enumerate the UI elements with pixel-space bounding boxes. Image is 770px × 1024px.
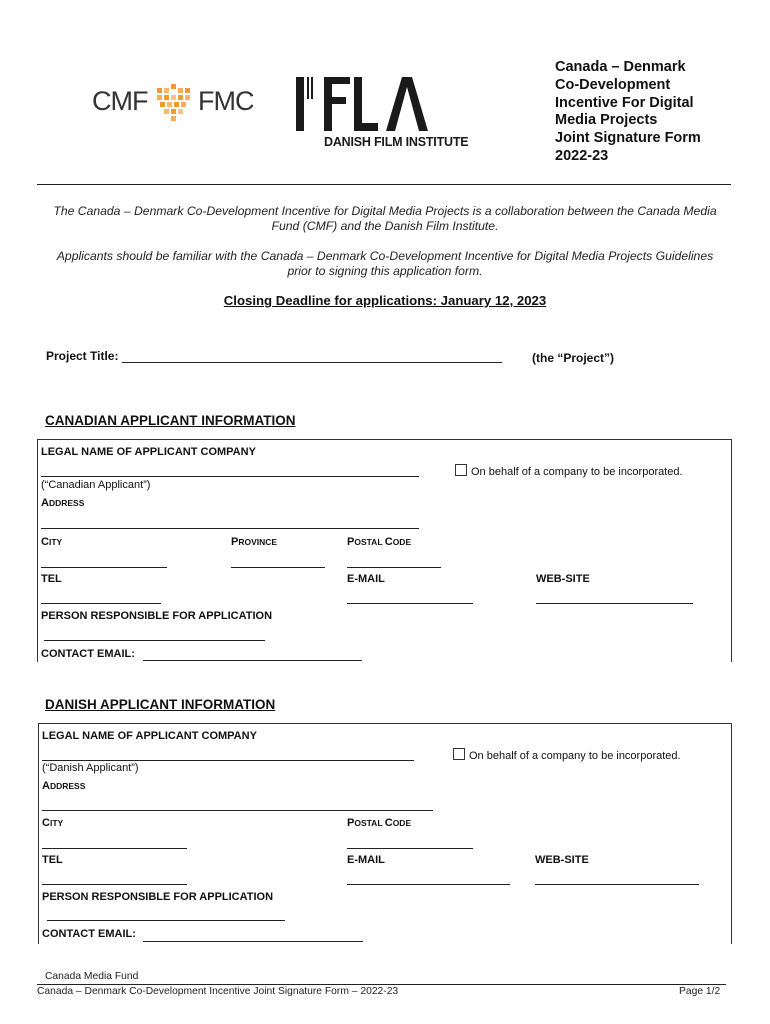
danish-person-label: PERSON RESPONSIBLE FOR APPLICATION: [42, 891, 274, 903]
canadian-website-label: WEB-SITE: [536, 573, 590, 585]
danish-city-field[interactable]: [42, 848, 187, 849]
canadian-address-field[interactable]: [41, 528, 419, 529]
canadian-person-label: PERSON RESPONSIBLE FOR APPLICATION: [41, 610, 273, 622]
footer-org: Canada Media Fund: [45, 971, 139, 982]
form-title-line: Joint Signature Form: [555, 130, 701, 147]
canadian-city-field[interactable]: [41, 567, 167, 568]
danish-postal-label: POSTAL CODE: [347, 817, 412, 829]
cmf-logo-left-text: CMF: [92, 86, 148, 116]
danish-email-field[interactable]: [347, 884, 510, 885]
danish-legal-name-label: LEGAL NAME OF APPLICANT COMPANY: [42, 730, 257, 742]
canadian-incorporate-checkbox[interactable]: [455, 464, 467, 476]
danish-tel-label: TEL: [42, 854, 63, 866]
canadian-province-field[interactable]: [231, 567, 325, 568]
form-title-line: Incentive For Digital: [555, 94, 694, 111]
danish-legal-name-field[interactable]: [42, 760, 414, 761]
canadian-contact-email-field[interactable]: [143, 660, 362, 661]
canadian-email-field[interactable]: [347, 603, 473, 604]
form-title-line: 2022-23: [555, 147, 609, 164]
dfi-logo-name: DANISH FILM INSTITUTE: [324, 135, 469, 149]
intro-paragraph-2: Applicants should be familiar with the Canada – Denmark Co-Development Incentive for Digital Media Projects Guidelines prior to signing this application form.: [56, 249, 714, 278]
canadian-section-title: CANADIAN APPLICANT INFORMATION: [45, 413, 296, 428]
canadian-tel-field[interactable]: [41, 603, 161, 604]
canadian-email-label: E-MAIL: [347, 573, 385, 585]
danish-postal-field[interactable]: [347, 848, 473, 849]
danish-website-label: WEB-SITE: [535, 854, 589, 866]
danish-contact-email-label: CONTACT EMAIL:: [42, 928, 136, 940]
canadian-legal-name-label: LEGAL NAME OF APPLICANT COMPANY: [41, 446, 256, 458]
canadian-address-label: ADDRESS: [41, 497, 85, 509]
canadian-tel-label: TEL: [41, 573, 62, 585]
header-divider: [37, 184, 731, 185]
footer-page-number: Page 1/2: [679, 986, 721, 997]
canadian-applicant-caption: (“Canadian Applicant”): [41, 479, 151, 491]
project-title-field[interactable]: [122, 362, 502, 363]
danish-city-label: CITY: [42, 817, 64, 829]
dfi-logo-mark: [296, 73, 436, 131]
cmf-logo-right-text: FMC: [198, 86, 254, 116]
canadian-incorporate-option[interactable]: [455, 464, 683, 478]
danish-section-title: DANISH APPLICANT INFORMATION: [45, 697, 276, 712]
canadian-postal-label: POSTAL CODE: [347, 536, 412, 548]
danish-incorporate-option[interactable]: [453, 748, 681, 762]
danish-applicant-caption: (“Danish Applicant”): [42, 762, 139, 774]
canadian-person-field[interactable]: [44, 640, 265, 641]
footer-document-name: Canada – Denmark Co-Development Incentive Joint Signature Form – 2022-23: [37, 986, 399, 997]
cmf-logo-mark: [155, 82, 195, 122]
form-title: [555, 59, 755, 166]
danish-address-label: ADDRESS: [42, 780, 86, 792]
danish-email-label: E-MAIL: [347, 854, 385, 866]
canadian-province-label: PROVINCE: [231, 536, 278, 548]
project-suffix: (the “Project”): [532, 351, 615, 365]
footer-divider: [37, 984, 726, 985]
danish-contact-email-field[interactable]: [143, 941, 363, 942]
dfi-logo: [296, 73, 496, 153]
canadian-city-label: CITY: [41, 536, 63, 548]
form-title-line: Media Projects: [555, 112, 658, 129]
canadian-website-field[interactable]: [536, 603, 693, 604]
danish-person-field[interactable]: [47, 920, 285, 921]
form-title-line: Co-Development: [555, 76, 671, 93]
danish-address-field[interactable]: [42, 810, 433, 811]
closing-deadline: Closing Deadline for applications: January 12, 2023: [223, 293, 547, 308]
danish-website-field[interactable]: [535, 884, 699, 885]
canadian-legal-name-field[interactable]: [41, 476, 419, 477]
project-title-label: Project Title:: [46, 349, 119, 363]
form-title-line: Canada – Denmark: [555, 59, 686, 75]
canadian-incorporate-label: On behalf of a company to be incorporated.: [471, 466, 683, 478]
cmf-logo: [92, 82, 268, 122]
canadian-postal-field[interactable]: [347, 567, 441, 568]
intro-paragraph-1: The Canada – Denmark Co-Development Incentive for Digital Media Projects is a collaboration between the Canada Media Fund (CMF) and the Danish Film Institute.: [53, 204, 717, 233]
danish-tel-field[interactable]: [42, 884, 187, 885]
canadian-contact-email-label: CONTACT EMAIL:: [41, 648, 135, 660]
danish-incorporate-label: On behalf of a company to be incorporated.: [469, 750, 681, 762]
danish-incorporate-checkbox[interactable]: [453, 748, 465, 760]
